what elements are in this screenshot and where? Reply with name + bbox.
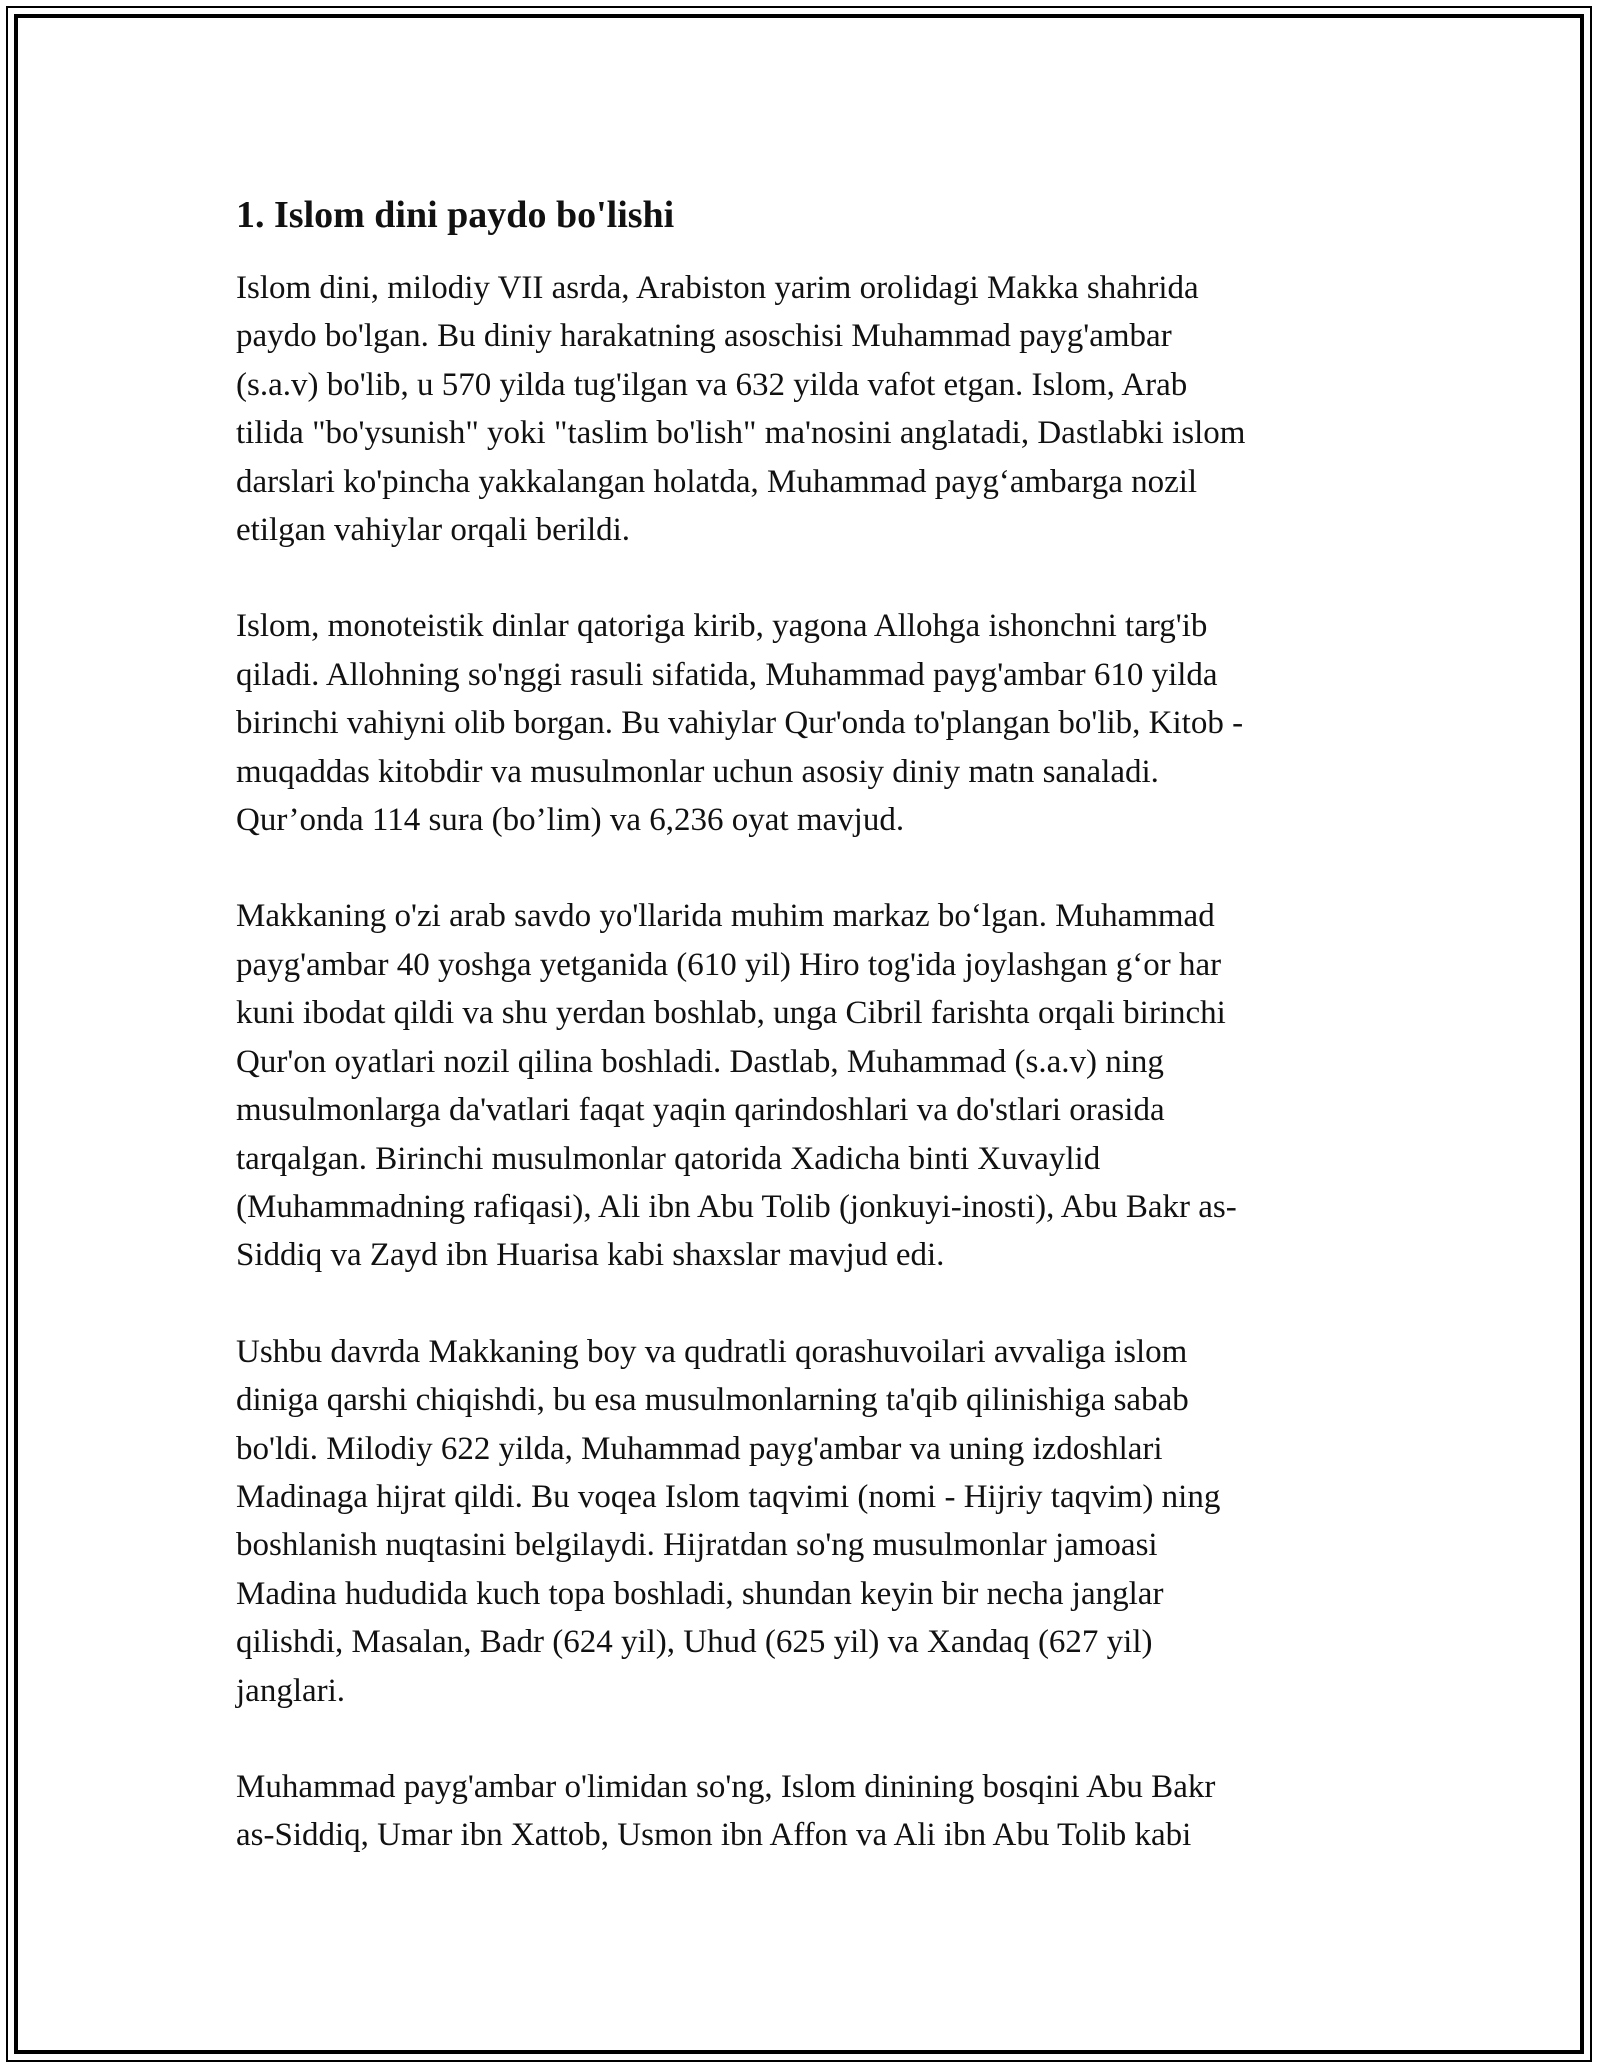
paragraph-4: Ushbu davrda Makkaning boy va qudratli qorashuvoilari avvaliga islom diniga qarshi chiqishdi, bu esa musulmonlarning ta'qib qilinishiga sabab bo'ldi. Milodiy 622 yilda, Muhammad payg'ambar va uning izdoshlari Madinaga hijrat qildi. Bu voqea Islom taqvimi (nomi - Hijriy taqvim) ning boshlanish nuqtasini belgilaydi. Hijratdan so'ng musulmonlar jamoasi Madina hududida kuch topa boshladi, shundan keyin bir necha janglar qilishdi, Masalan, Badr (624 yil), Uhud (625 yil) va Xandaq (627 yil) janglari. — [236, 1333, 1221, 1709]
section-heading: 1. Islom dini paydo bo'lishi — [236, 194, 675, 236]
document-body — [236, 190, 1366, 1860]
paragraph-1: Islom dini, milodiy VII asrda, Arabiston yarim orolidagi Makka shahrida paydo bo'lgan. Bu diniy harakatning asoschisi Muhammad payg'ambar (s.a.v) bo'lib, u 570 yilda tug'ilgan va 632 yilda vafot etgan. Islom, Arab tilida "bo'ysunish" yoki "taslim bo'lish" ma'nosini anglatadi, Dastlabki islom darslari ko'pincha yakkalangan holatda, Muhammad payg‘ambarga nozil etilgan vahiylar orqali berildi. — [236, 270, 1246, 549]
paragraph-5: Muhammad payg'ambar o'limidan so'ng, Islom dinining bosqini Abu Bakr as-Siddiq, Umar ibn Xattob, Usmon ibn Affon va Ali ibn Abu Tolib kabi — [236, 1768, 1216, 1854]
paragraph-2: Islom, monoteistik dinlar qatoriga kirib, yagona Allohga ishonchni targ'ib qiladi. Allohning so'nggi rasuli sifatida, Muhammad payg'ambar 610 yilda birinchi vahiyni olib borgan. Bu vahiylar Qur'onda to'plangan bo'lib, Kitob - muqaddas kitobdir va musulmonlar uchun asosiy diniy matn sanaladi. Qur’onda 114 sura (bo’lim) va 6,236 oyat mavjud. — [236, 608, 1244, 839]
paragraph-3: Makkaning o'zi arab savdo yo'llarida muhim markaz bo‘lgan. Muhammad payg'ambar 40 yoshga yetganida (610 yil) Hiro tog'ida joylashgan g‘or har kuni ibodat qildi va shu yerdan boshlab, unga Cibril farishta orqali birinchi Qur'on oyatlari nozil qilina boshladi. Dastlab, Muhammad (s.a.v) ning musulmonlarga da'vatlari faqat yaqin qarindoshlari va do'stlari orasida tarqalgan. Birinchi musulmonlar qatorida Xadicha binti Xuvaylid (Muhammadning rafiqasi), Ali ibn Abu Tolib (jonkuyi-inosti), Abu Bakr as- Siddiq va Zayd ibn Huarisa kabi shaxslar mavjud edi. — [236, 898, 1237, 1274]
